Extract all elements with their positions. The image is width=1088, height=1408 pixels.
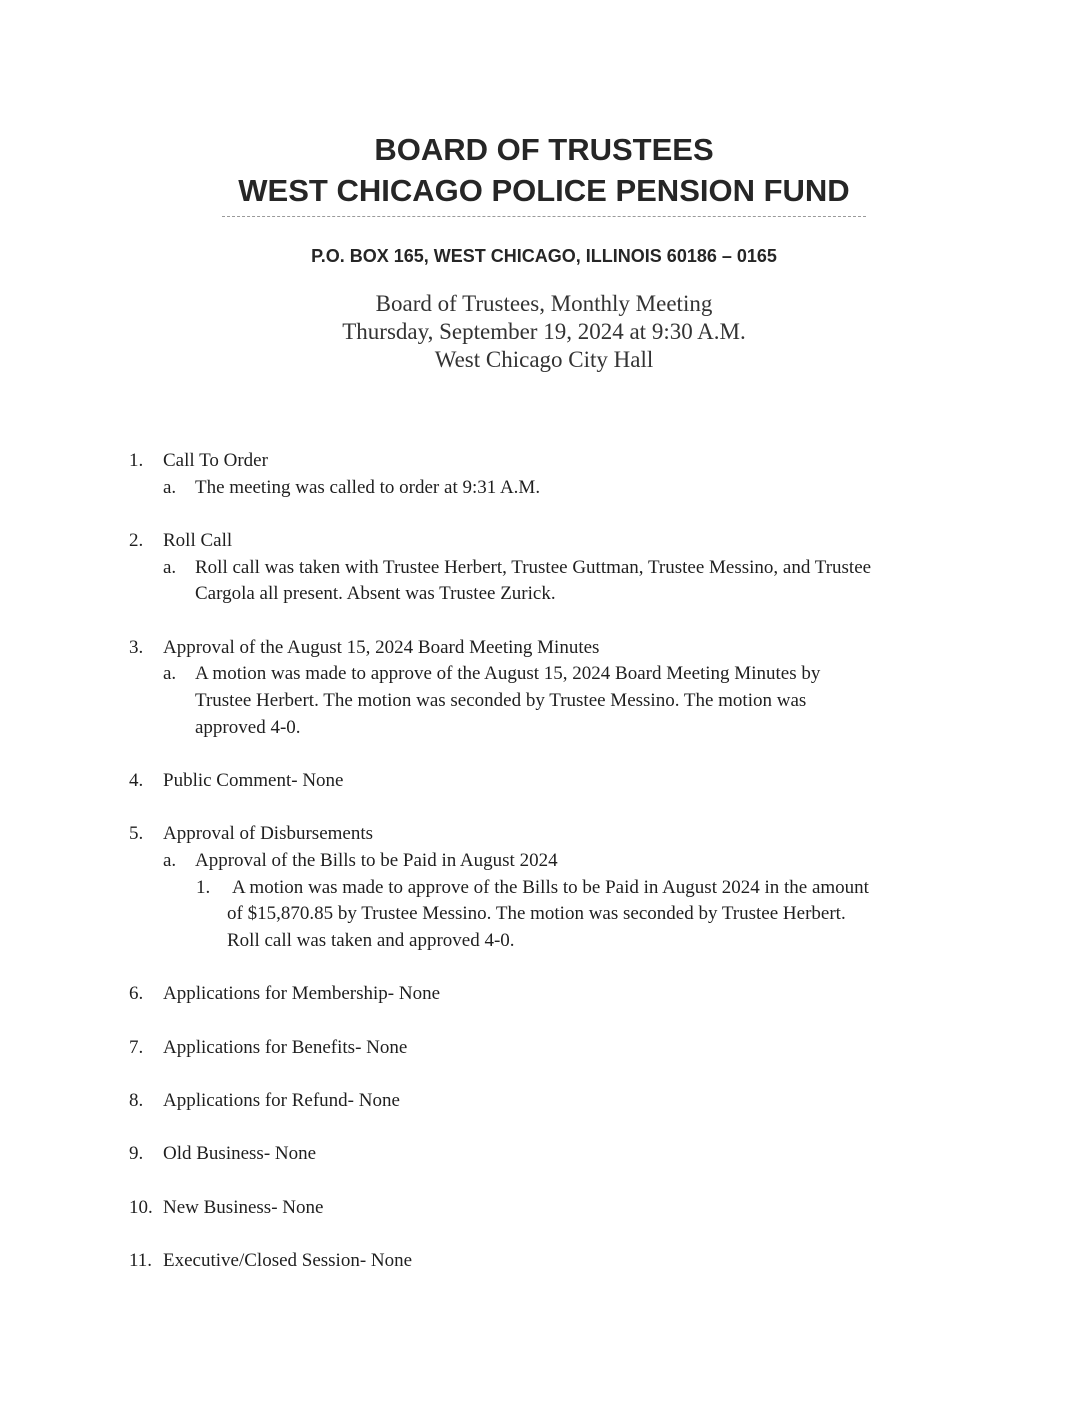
sub-sub-item-text: A motion was made to approve of the Bills to be Paid in August 2024 in the amount (232, 877, 869, 898)
agenda-item-title: Old Business- None (163, 1143, 317, 1164)
agenda-item-title: Executive/Closed Session- None (163, 1250, 413, 1271)
document-title: BOARD OF TRUSTEES (374, 132, 714, 167)
agenda-item-number: 10. (129, 1197, 153, 1218)
agenda-item-title: Call To Order (163, 450, 268, 471)
agenda-item-title: Roll Call (163, 530, 233, 551)
document-subtitle: WEST CHICAGO POLICE PENSION FUND (238, 173, 850, 208)
sub-item-marker: a. (163, 477, 177, 498)
sub-item-text: Trustee Herbert. The motion was seconded by Trustee Messino. The motion was (195, 690, 807, 711)
meeting-date-time: Thursday, September 19, 2024 at 9:30 A.M. (342, 319, 746, 344)
agenda-item-number: 11. (129, 1250, 153, 1271)
agenda-item-number: 4. (129, 770, 144, 791)
meeting-location: West Chicago City Hall (434, 347, 654, 372)
agenda-item-number: 1. (129, 450, 144, 471)
agenda-item-number: 8. (129, 1090, 144, 1111)
agenda-item-number: 7. (129, 1037, 144, 1058)
agenda-item-number: 9. (129, 1143, 144, 1164)
agenda-item-title: Public Comment- None (163, 770, 344, 791)
sub-item-text: approved 4-0. (195, 717, 301, 738)
sub-item-marker: a. (163, 557, 177, 578)
sub-sub-item-marker: 1. (196, 877, 211, 898)
sub-item-marker: a. (163, 663, 177, 684)
agenda-item-number: 6. (129, 983, 144, 1004)
agenda-item-number: 3. (129, 637, 144, 658)
sub-sub-item-text: of $15,870.85 by Trustee Messino. The motion was seconded by Trustee Herbert. (227, 903, 846, 924)
agenda-item-number: 5. (129, 823, 144, 844)
sub-item-text: Cargola all present. Absent was Trustee Zurick. (195, 583, 556, 604)
sub-item-text: Roll call was taken with Trustee Herbert, Trustee Guttman, Trustee Messino, and Trustee (195, 557, 872, 578)
meeting-type: Board of Trustees, Monthly Meeting (375, 291, 713, 316)
mailing-address: P.O. BOX 165, WEST CHICAGO, ILLINOIS 60186 – 0165 (311, 246, 777, 266)
agenda-item-title: Approval of the August 15, 2024 Board Meeting Minutes (163, 637, 600, 658)
agenda-item-title: Applications for Membership- None (163, 983, 441, 1004)
agenda-item-title: Applications for Benefits- None (163, 1037, 408, 1058)
sub-item-text: Approval of the Bills to be Paid in August 2024 (195, 850, 558, 871)
header-divider (222, 216, 866, 217)
sub-item-marker: a. (163, 850, 177, 871)
sub-sub-item-text: Roll call was taken and approved 4-0. (227, 930, 515, 951)
sub-item-text: A motion was made to approve of the August 15, 2024 Board Meeting Minutes by (195, 663, 821, 684)
agenda-item-title: New Business- None (163, 1197, 324, 1218)
agenda-item-title: Applications for Refund- None (163, 1090, 400, 1111)
agenda-item-title: Approval of Disbursements (163, 823, 374, 844)
agenda-item-number: 2. (129, 530, 144, 551)
sub-item-text: The meeting was called to order at 9:31 A.M. (195, 477, 541, 498)
